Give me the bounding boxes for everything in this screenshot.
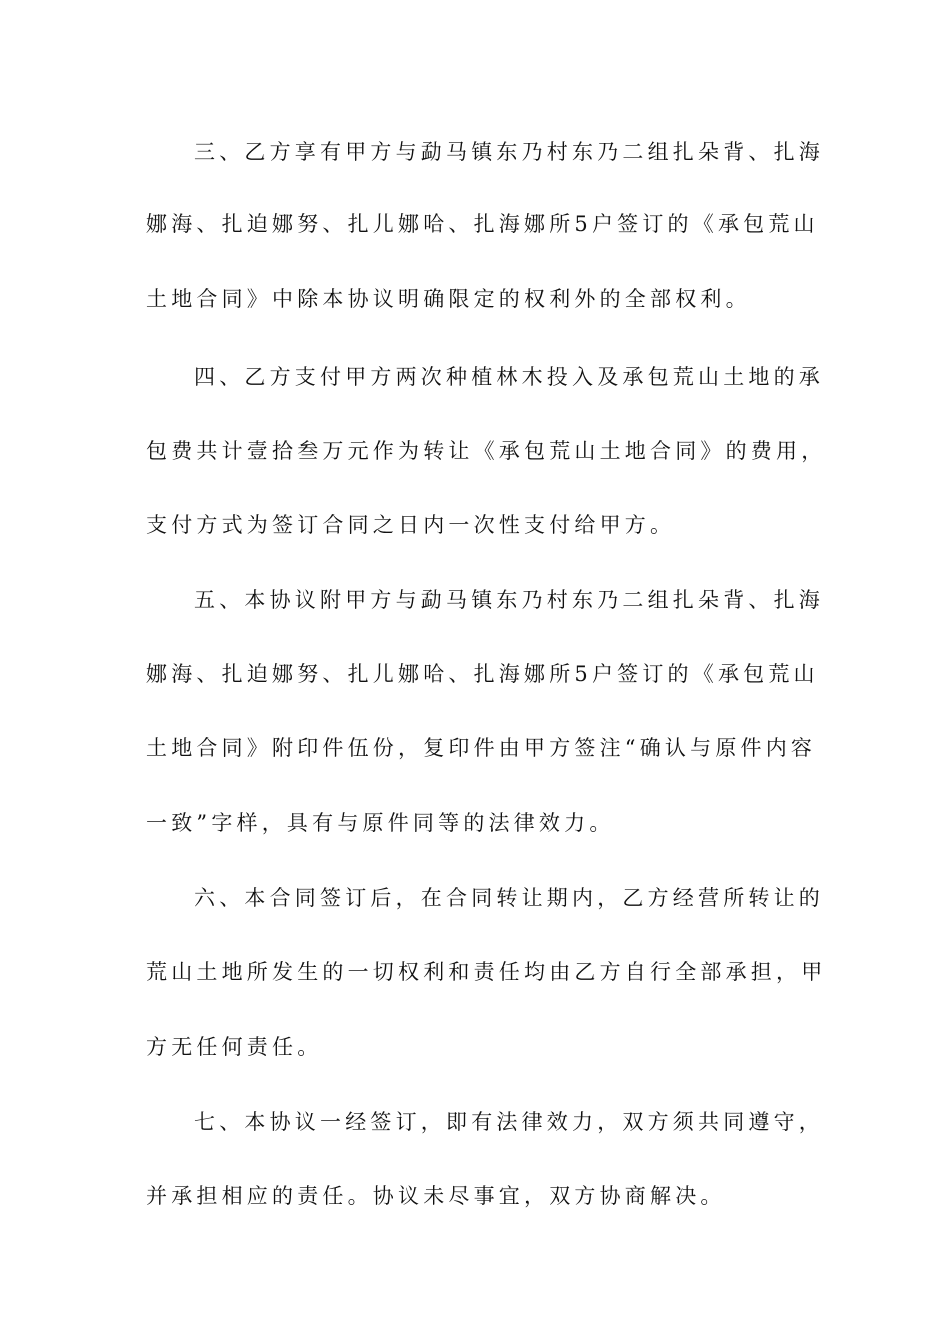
clause-6-line-3: 方无任何责任。 [146,1035,323,1059]
clause-4-line-3: 支付方式为签订合同之日内一次性支付给甲方。 [146,513,676,537]
clause-5-line-1: 五、本协议附甲方与勐马镇东乃村东乃二组扎朵背、扎海 [194,588,824,612]
clause-7-line-1: 七、本协议一经签订，即有法律效力，双方须共同遵守， [194,1110,824,1134]
clause-3-line-2: 娜海、扎迫娜努、扎儿娜哈、扎海娜所5户签订的《承包荒山 [146,212,819,236]
clause-7-line-2: 并承担相应的责任。协议未尽事宜，双方协商解决。 [146,1184,726,1208]
clause-5-line-4: 一致”字样，具有与原件同等的法律效力。 [146,811,615,835]
clause-3-line-1: 三、乙方享有甲方与勐马镇东乃村东乃二组扎朵背、扎海 [194,140,824,164]
clause-3-line-3: 土地合同》中除本协议明确限定的权利外的全部权利。 [146,287,751,311]
clause-4-line-2: 包费共计壹拾叁万元作为转让《承包荒山土地合同》的费用， [146,439,827,463]
clause-5-line-3: 土地合同》附印件伍份，复印件由甲方签注“确认与原件内容 [146,736,817,760]
clause-5-line-2: 娜海、扎迫娜努、扎儿娜哈、扎海娜所5户签订的《承包荒山 [146,662,819,686]
clause-6-line-2: 荒山土地所发生的一切权利和责任均由乙方自行全部承担，甲 [146,960,827,984]
clause-6-line-1: 六、本合同签订后，在合同转让期内，乙方经营所转让的 [194,886,824,910]
clause-4-line-1: 四、乙方支付甲方两次种植林木投入及承包荒山土地的承 [194,365,824,389]
